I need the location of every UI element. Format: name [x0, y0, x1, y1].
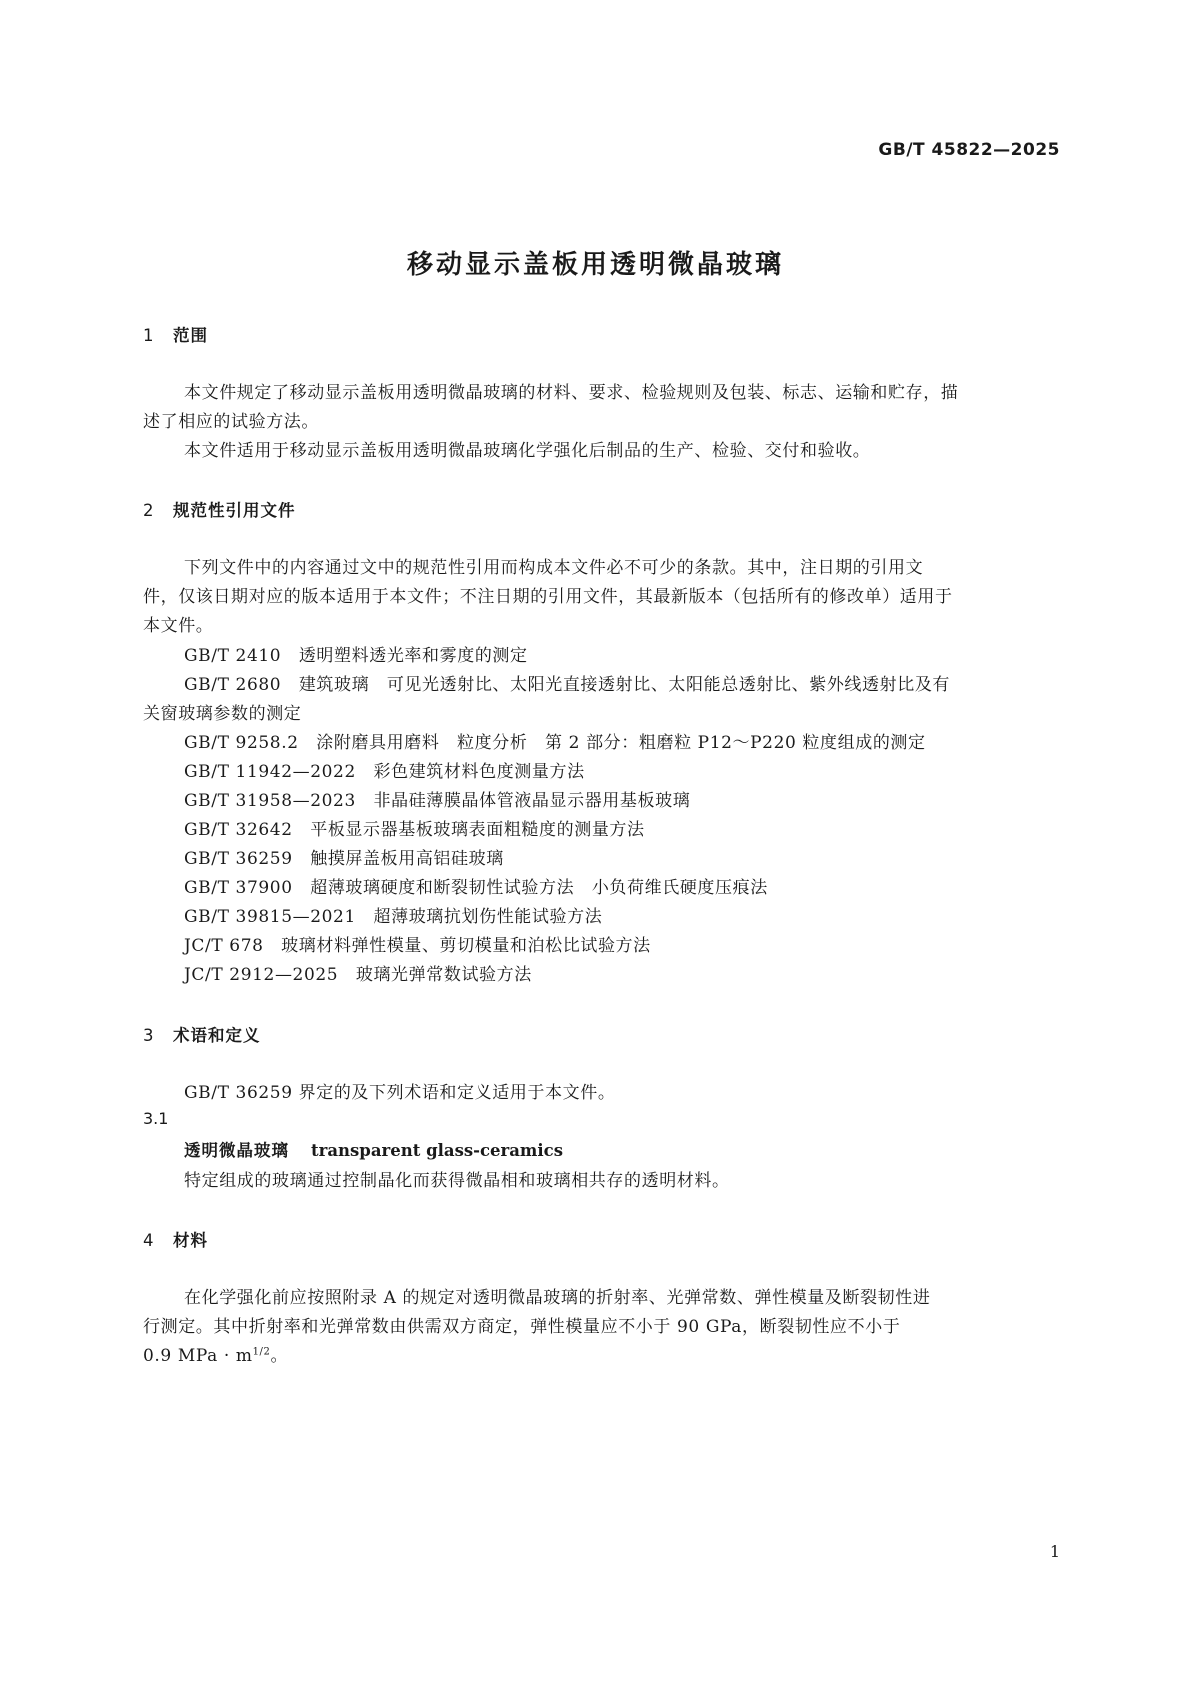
section-1-heading	[143, 322, 208, 346]
reference-title: 平板显示器基板玻璃表面粗糙度的测量方法	[310, 820, 645, 840]
section-4-line	[143, 1341, 288, 1366]
section-2-intro-line: 本文件。	[143, 616, 214, 636]
section-1-number: 1	[143, 326, 155, 345]
term-entry	[184, 1137, 563, 1161]
section-1-line: 述了相应的试验方法。	[143, 412, 319, 432]
reference-code: GB/T 9258.2	[184, 733, 299, 753]
section-3-number: 3	[143, 1026, 155, 1045]
section-4-heading	[143, 1227, 208, 1251]
reference-item	[184, 844, 504, 869]
section-2-intro-line: 件，仅该日期对应的版本适用于本文件；不注日期的引用文件，其最新版本（包括所有的修改单）适用于	[143, 587, 953, 607]
reference-item	[184, 902, 602, 927]
reference-title: 彩色建筑材料色度测量方法	[373, 762, 585, 782]
reference-title: 超薄玻璃硬度和断裂韧性试验方法 小负荷维氏硬度压痕法	[310, 878, 768, 898]
reference-code: GB/T 11942—2022	[184, 762, 356, 782]
term-number: 3.1	[143, 1109, 169, 1128]
reference-title: 玻璃光弹常数试验方法	[355, 965, 532, 985]
reference-item	[184, 757, 585, 782]
section-2-intro-line: 下列文件中的内容通过文中的规范性引用而构成本文件必不可少的条款。其中，注日期的引用文	[184, 558, 924, 578]
reference-code: GB/T 36259	[184, 849, 293, 869]
reference-title: 关窗玻璃参数的测定	[143, 704, 302, 724]
reference-item	[184, 873, 768, 898]
reference-code: JC/T 2912—2025	[184, 965, 339, 985]
section-3-intro: GB/T 36259 界定的及下列术语和定义适用于本文件。	[184, 1083, 616, 1103]
unit-exponent: 1/2	[252, 1346, 271, 1358]
reference-item-continuation	[143, 699, 301, 724]
section-2-heading	[143, 497, 296, 521]
reference-title: 非晶硅薄膜晶体管液晶显示器用基板玻璃	[373, 791, 691, 811]
document-title: 移动显示盖板用透明微晶玻璃	[406, 250, 784, 280]
reference-code: GB/T 31958—2023	[184, 791, 356, 811]
sentence-end: 。	[270, 1346, 289, 1366]
section-3-title: 术语和定义	[173, 1026, 261, 1045]
section-3-heading	[143, 1022, 261, 1046]
standard-code: GB/T 45822—2025	[878, 140, 1060, 160]
reference-item	[184, 786, 690, 811]
fracture-toughness-value: 0.9 MPa · m	[143, 1346, 253, 1366]
reference-code: GB/T 37900	[184, 878, 293, 898]
reference-title: 涂附磨具用磨料 粒度分析 第 2 部分：粗磨粒 P12～P220 粒度组成的测定	[316, 733, 926, 753]
reference-title: 透明塑料透光率和雾度的测定	[298, 646, 528, 666]
reference-code: GB/T 39815—2021	[184, 907, 356, 927]
section-1-line: 本文件适用于移动显示盖板用透明微晶玻璃化学强化后制品的生产、检验、交付和验收。	[184, 441, 871, 461]
term-definition: 特定组成的玻璃通过控制晶化而获得微晶相和玻璃相共存的透明材料。	[184, 1171, 730, 1191]
term-english: transparent glass-ceramics	[311, 1141, 563, 1160]
section-2-title: 规范性引用文件	[173, 501, 296, 520]
reference-item	[184, 815, 645, 840]
reference-item	[184, 670, 950, 695]
reference-code: GB/T 2680	[184, 675, 282, 695]
section-1-title: 范围	[173, 326, 208, 345]
reference-title: 触摸屏盖板用高铝硅玻璃	[310, 849, 504, 869]
reference-code: GB/T 2410	[184, 646, 282, 666]
term-chinese: 透明微晶玻璃	[184, 1141, 289, 1160]
reference-item	[184, 960, 532, 985]
reference-code: GB/T 32642	[184, 820, 293, 840]
section-4-title: 材料	[173, 1231, 208, 1250]
section-1-line: 本文件规定了移动显示盖板用透明微晶玻璃的材料、要求、检验规则及包装、标志、运输和贮存，描	[184, 383, 959, 403]
reference-title: 建筑玻璃 可见光透射比、太阳光直接透射比、太阳能总透射比、紫外线透射比及有	[298, 675, 951, 695]
section-2-number: 2	[143, 501, 155, 520]
reference-code: JC/T 678	[184, 936, 264, 956]
section-4-number: 4	[143, 1231, 155, 1250]
reference-title: 玻璃材料弹性模量、剪切模量和泊松比试验方法	[281, 936, 651, 956]
section-4-line: 在化学强化前应按照附录 A 的规定对透明微晶玻璃的折射率、光弹常数、弹性模量及断裂韧性进	[184, 1288, 931, 1308]
reference-item	[184, 641, 528, 666]
page-number: 1	[1049, 1542, 1060, 1561]
reference-title: 超薄玻璃抗划伤性能试验方法	[373, 907, 603, 927]
reference-item	[184, 931, 651, 956]
reference-item	[184, 728, 926, 753]
section-4-line: 行测定。其中折射率和光弹常数由供需双方商定，弹性模量应不小于 90 GPa，断裂韧性应不小于	[143, 1317, 901, 1337]
